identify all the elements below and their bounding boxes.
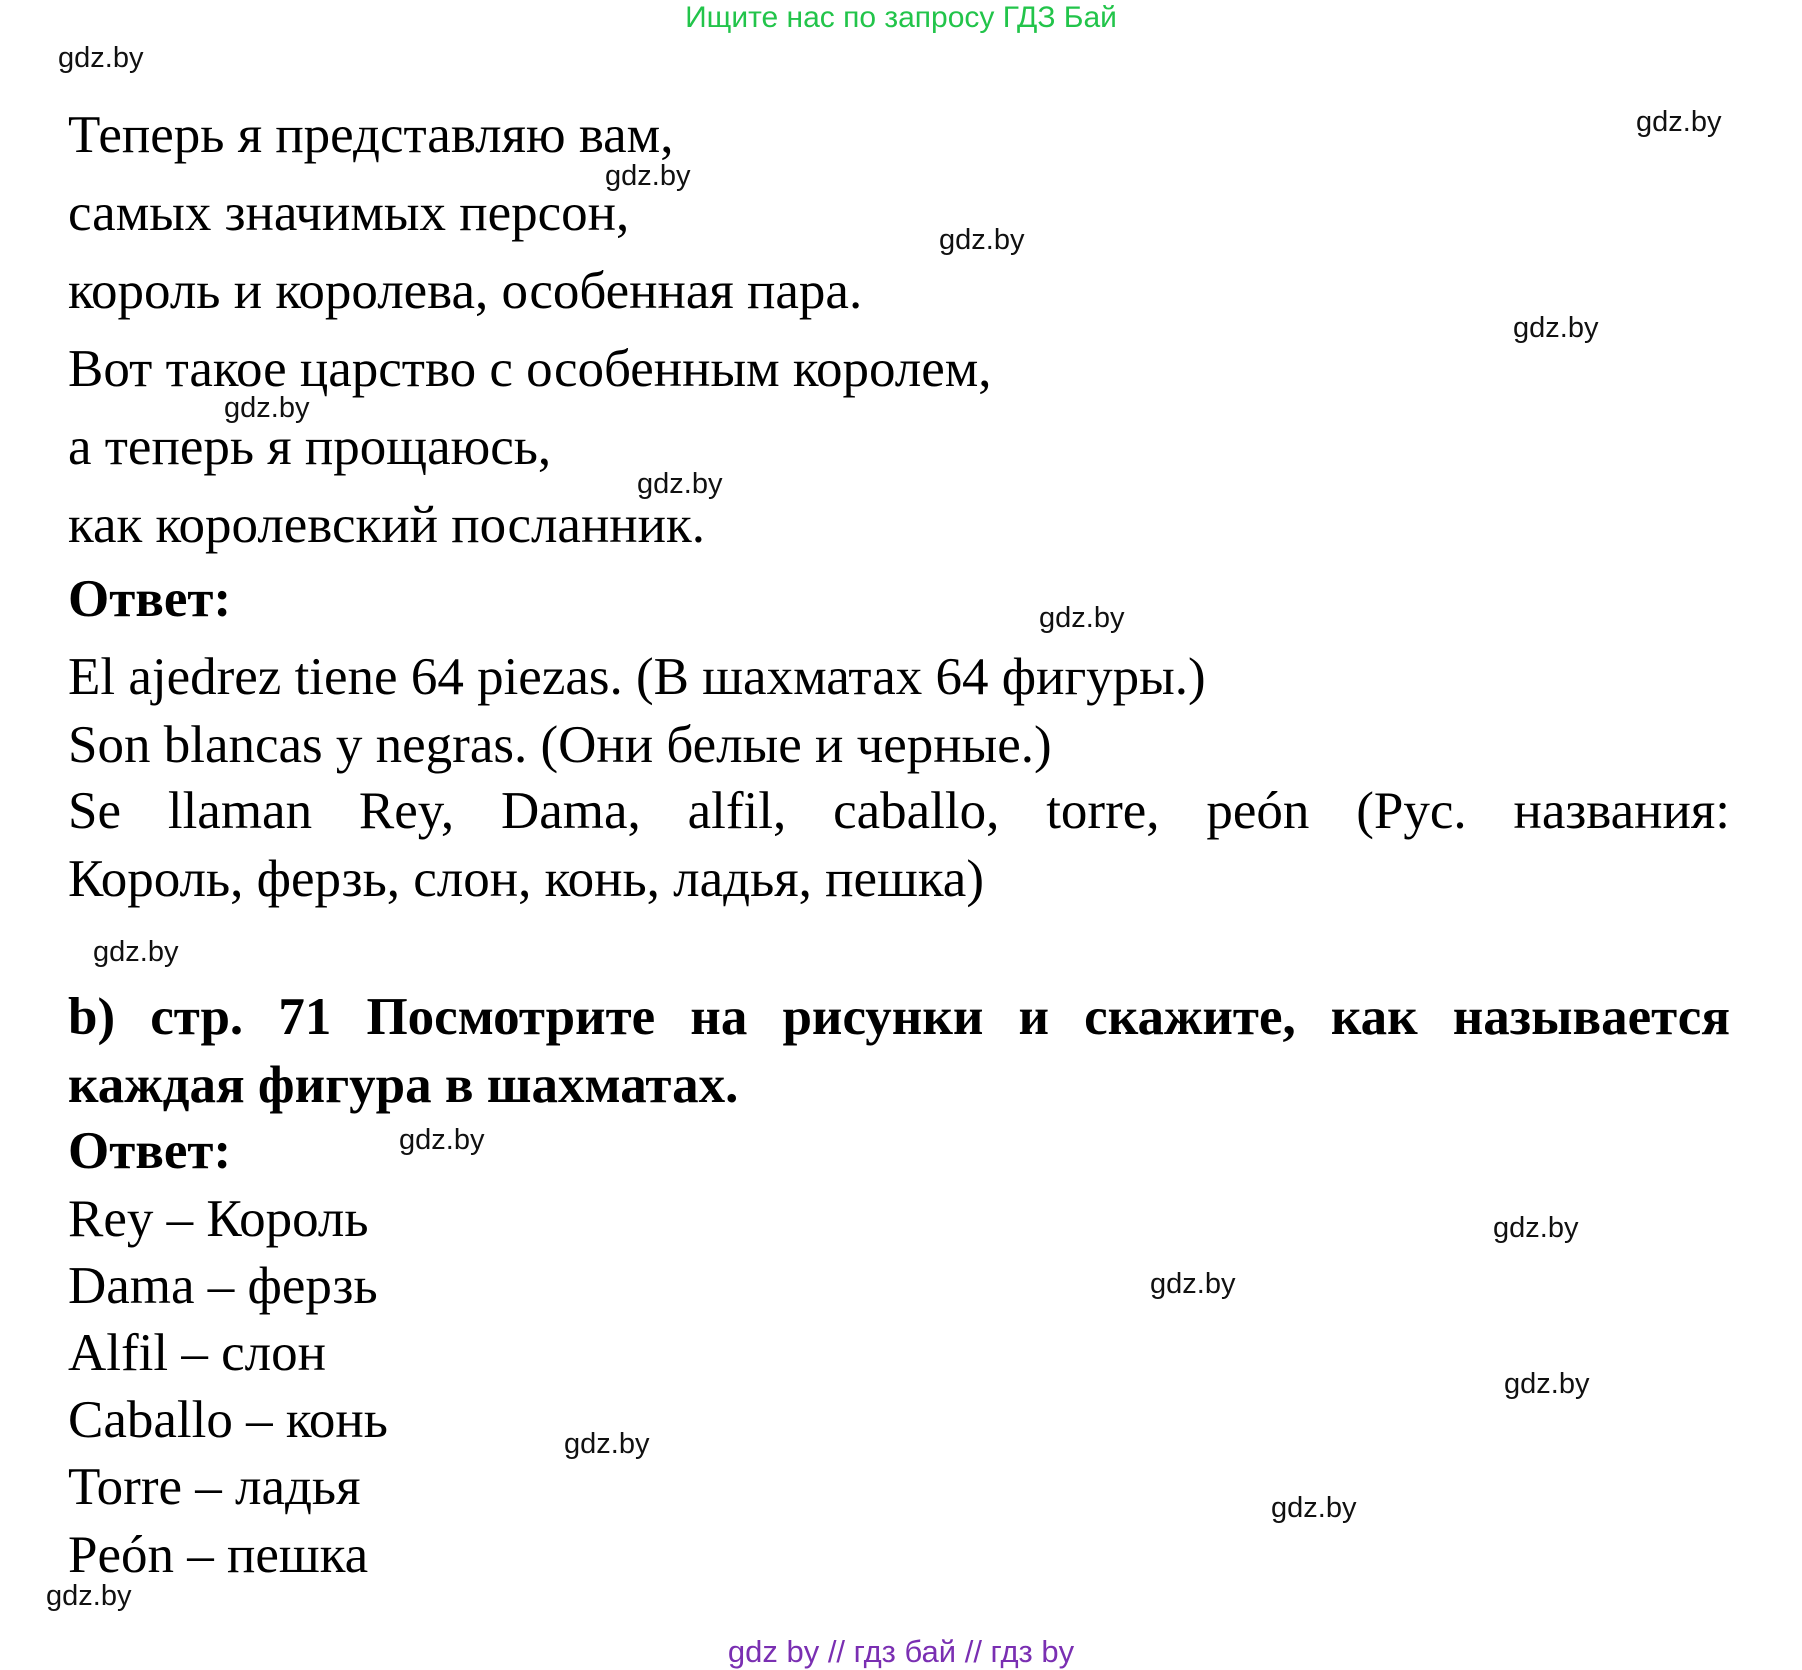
answer-heading: Ответ: <box>68 570 232 628</box>
poem-line: самых значимых персон, <box>68 184 630 242</box>
watermark: gdz.by <box>1513 312 1599 344</box>
watermark: gdz.by <box>1039 602 1125 634</box>
watermark: gdz.by <box>1636 106 1722 138</box>
watermark: gdz.by <box>564 1428 650 1460</box>
watermark: gdz.by <box>1504 1368 1590 1400</box>
piece-name-line: Torre – ладья <box>68 1458 361 1516</box>
answer-line: Король, ферзь, слон, конь, ладья, пешка) <box>68 850 984 908</box>
poem-line: Теперь я представляю вам, <box>68 106 674 164</box>
answer-line: Son blancas y negras. (Они белые и черные.) <box>68 716 1052 774</box>
footer-links: gdz by // гдз бай // гдз by <box>727 1634 1075 1669</box>
task-b-heading-line: каждая фигура в шахматах. <box>68 1056 739 1114</box>
answer-line: Se llaman Rey, Dama, alfil, caballo, torre, peón (Рус. названия: <box>68 782 1730 840</box>
watermark: gdz.by <box>605 160 691 192</box>
header-banner: Ищите нас по запросу ГДЗ Бай <box>685 1 1117 34</box>
poem-line: Вот такое царство с особенным королем, <box>68 340 992 398</box>
watermark: gdz.by <box>399 1124 485 1156</box>
piece-name-line: Rey – Король <box>68 1190 369 1248</box>
watermark: gdz.by <box>224 392 310 424</box>
watermark: gdz.by <box>1150 1268 1236 1300</box>
poem-line: как королевский посланник. <box>68 496 706 554</box>
piece-name-line: Caballo – конь <box>68 1391 388 1449</box>
watermark: gdz.by <box>939 224 1025 256</box>
watermark: gdz.by <box>1271 1492 1357 1524</box>
answer-line: El ajedrez tiene 64 piezas. (В шахматах 64 фигуры.) <box>68 648 1206 706</box>
watermark: gdz.by <box>637 468 723 500</box>
poem-line: король и королева, особенная пара. <box>68 262 863 320</box>
watermark: gdz.by <box>93 936 179 968</box>
piece-name-line: Alfil – слон <box>68 1324 326 1382</box>
task-b-heading-line: b) стр. 71 Посмотрите на рисунки и скажите, как называется <box>68 988 1730 1046</box>
watermark: gdz.by <box>46 1580 132 1612</box>
piece-name-line: Dama – ферзь <box>68 1257 378 1315</box>
watermark: gdz.by <box>58 42 144 74</box>
watermark: gdz.by <box>1493 1212 1579 1244</box>
poem-line: а теперь я прощаюсь, <box>68 418 552 476</box>
piece-name-line: Peón – пешка <box>68 1526 369 1584</box>
answer-heading: Ответ: <box>68 1122 232 1180</box>
